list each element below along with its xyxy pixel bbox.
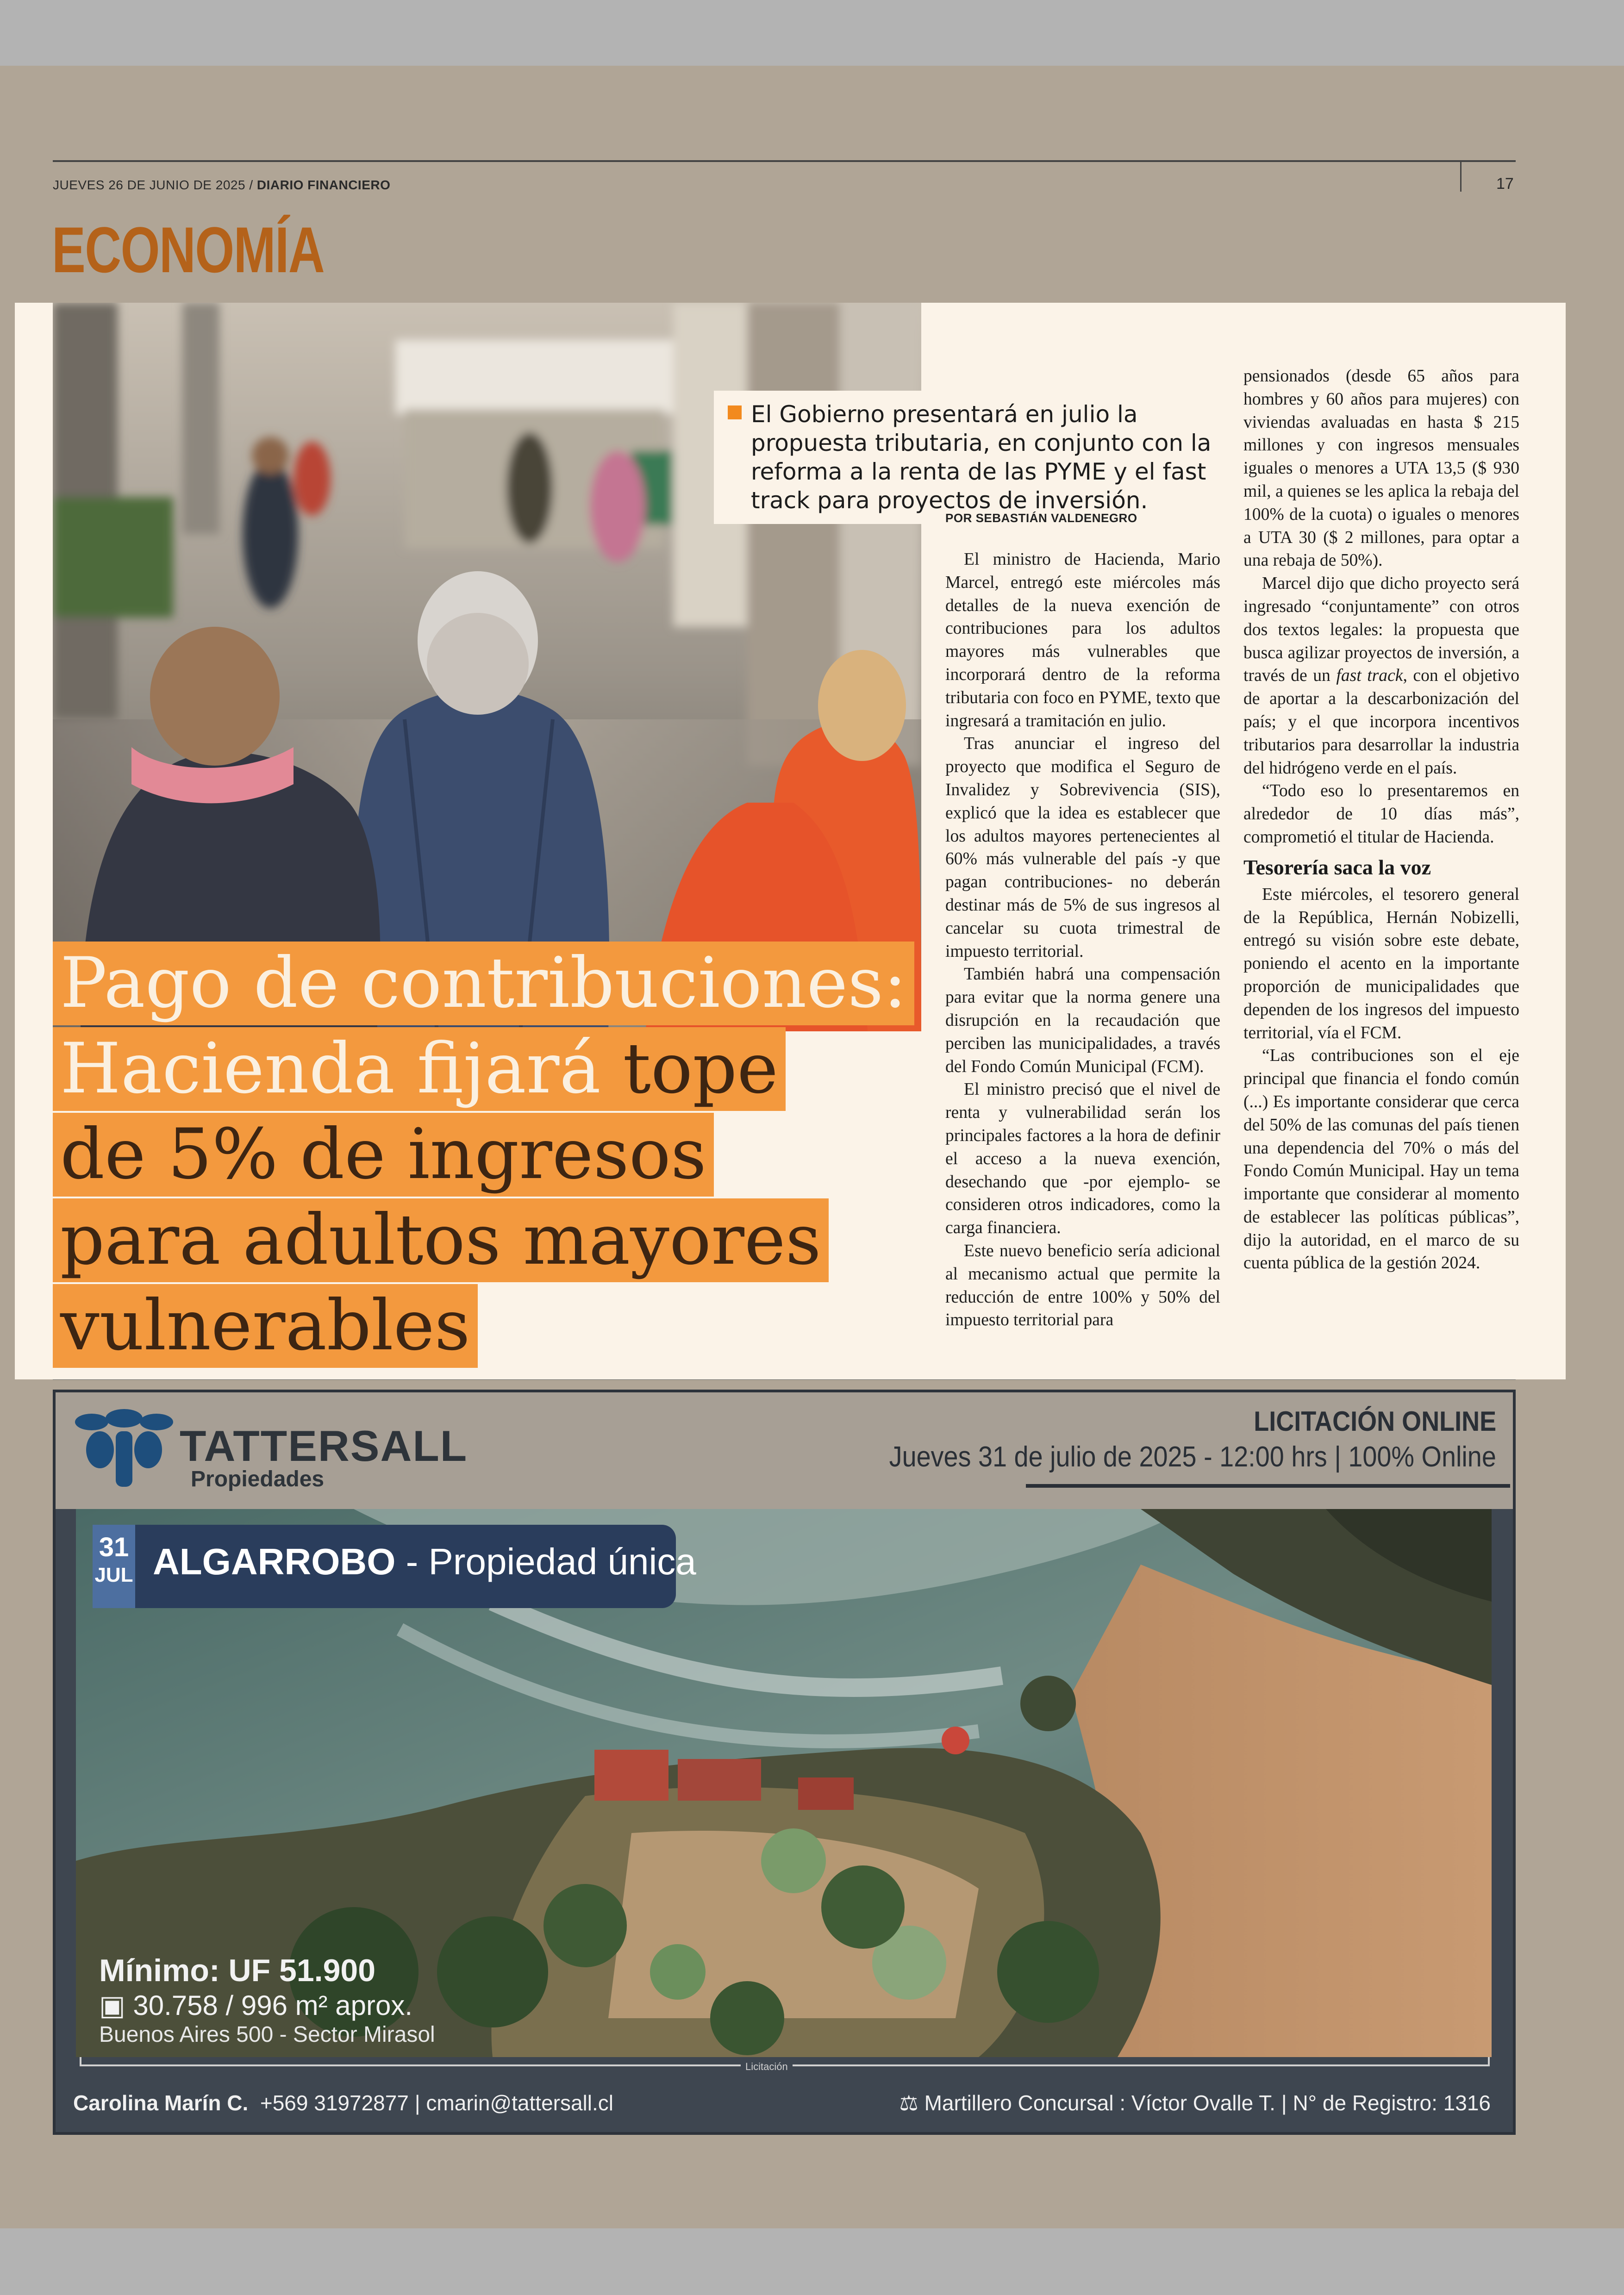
tattersall-logo-icon (73, 1408, 175, 1491)
paragraph: También habrá una compensación para evitar que la norma genere una disrupción en la recaudación que perciben las municipalidades, a través del Fondo Común Municipal (FCM). (945, 965, 1220, 1076)
headline (53, 942, 932, 1370)
article-column-1 (945, 548, 1220, 1332)
dateline: JUEVES 26 DE JUNIO DE 2025 / DIARIO FINANCIERO (53, 178, 391, 192)
area-icon: ▣ (99, 1990, 133, 2021)
paragraph: “Todo eso lo presentaremos en alrededor de 10 días más”, comprometió el titular de Hacienda. (1243, 781, 1519, 847)
paragraph: El ministro de Hacienda, Mario Marcel, entregó este miércoles más detalles de la nueva exención de contribuciones para los adultos mayores más vulnerables que incorporará dentro de la reforma tributaria con foco en PYME, texto que ingresará a tramitación en julio. (945, 550, 1220, 730)
headline-line: de 5% de ingresos (53, 1113, 714, 1197)
paragraph: El ministro precisó que el nivel de renta y vulnerabilidad serán los principales factores a la hora de definir el acceso a la nueva exención, desechando que -por ejemplo- se consideren otros indicadores, como la carga financiera. (945, 1080, 1220, 1238)
ad-brand: TATTERSALL (180, 1422, 468, 1470)
byline: POR SEBASTIÁN VALDENEGRO (945, 511, 1137, 525)
paragraph: Este miércoles, el tesorero general de la República, Hernán Nobizelli, entregó su visión sobre este debate, poniendo el acento en la importante proporción de municipalidades que dependen de los ingresos del impuesto territorial, vía el FCM. (1243, 885, 1519, 1042)
ad-date-rule (1026, 1484, 1510, 1488)
header-divider (1460, 161, 1462, 192)
ad-small-label: Licitación (741, 2061, 793, 2073)
lead-text: El Gobierno presentará en julio la propuesta tributaria, en conjunto con la reforma a la renta de las PYME y el fast track para proyectos de inversión. (751, 401, 1212, 514)
ad-brand-sub: Propiedades (191, 1467, 325, 1491)
lead-bullet (728, 405, 742, 419)
paragraph: “Las contribuciones son el eje principal que financia el fondo común (...) Es importante considerar que cerca del 50% de las comunas del país tienen una dependencia del 70% o más del Fondo Común Municipal. Hay un tema importante que considerar al momento de establecer las políticas públicas”, dijo la autoridad, en el marco de su cuenta pública de la gestión 2024. (1243, 1046, 1519, 1273)
page-number: 17 (1496, 175, 1514, 193)
headline-line: Pago de contribuciones: (53, 942, 914, 1025)
subheading: Tesorería saca la voz (1243, 855, 1431, 879)
header-rule (53, 160, 1516, 162)
ad-date-badge: 31 JUL (93, 1525, 135, 1608)
headline-line: vulnerables (53, 1284, 478, 1368)
paragraph: Este nuevo beneficio sería adicional al mecanismo actual que permite la reducción de entre 100% y 50% del impuesto territorial para (945, 1241, 1220, 1330)
ad-header (56, 1392, 1513, 1509)
ad-date: Jueves 31 de julio de 2025 - 12:00 hrs | 100% Online (889, 1441, 1496, 1473)
paragraph: Tras anunciar el ingreso del proyecto que modifica el Seguro de Invalidez y Sobrevivencia (SIS), explicó que la idea es establecer que los adultos mayores pertenecientes al 60% más vulnerable del país -y que pagan contribuciones- no deberán destinar más de 5% de sus ingresos al cancelar su cuota trimestral de impuesto territorial. (945, 734, 1220, 961)
ad-contact: Carolina Marín C. +569 31972877 | cmarin@tattersall.cl (73, 2091, 613, 2115)
ad-title: LICITACIÓN ONLINE (1254, 1406, 1496, 1437)
paragraph: pensionados (desde 65 años para hombres y 60 años para mujeres) con viviendas avaluadas en hasta $ 215 millones y con ingresos mensuales iguales o menores a UTA 13,5 ($ 930 mil, a quienes se les aplica la rebaja del 100% de la cuota) o iguales o menores a UTA 30 ($ 2 millones, para optar a una rebaja de 50%). (1243, 367, 1519, 570)
headline-line: Hacienda fijará tope (53, 1027, 786, 1111)
gavel-icon: ⚖ (899, 2091, 924, 2115)
lead-box (714, 391, 1242, 524)
italic-term: fast track (1336, 666, 1403, 686)
headline-line: para adultos mayores (53, 1198, 829, 1282)
ad-auctioneer: ⚖ Martillero Concursal : Víctor Ovalle T. | N° de Registro: 1316 (899, 2091, 1491, 2115)
ad-address: Buenos Aires 500 - Sector Mirasol (99, 2022, 435, 2047)
ad-location: ALGARROBO - Propiedad única (153, 1541, 696, 1582)
article-column-2 (1243, 365, 1519, 1275)
paragraph: Marcel dijo que dicho proyecto será ingresado “conjuntamente” con otros dos textos legales: la propuesta que busca agilizar proyectos de inversión, a través de un fast track, con el objetivo de aportar a la descarbonización del país; y el que incorpora incentivos tributarios para desarrollar la industria del hidrógeno verde en el país. (1243, 574, 1519, 778)
article (15, 303, 1566, 1379)
ad-area: ▣ 30.758 / 996 m² aprox. (99, 1990, 413, 2021)
section-title: ECONOMÍA (52, 213, 325, 286)
ad-minimum-price: Mínimo: UF 51.900 (99, 1953, 376, 1988)
advertisement (53, 1390, 1516, 2135)
